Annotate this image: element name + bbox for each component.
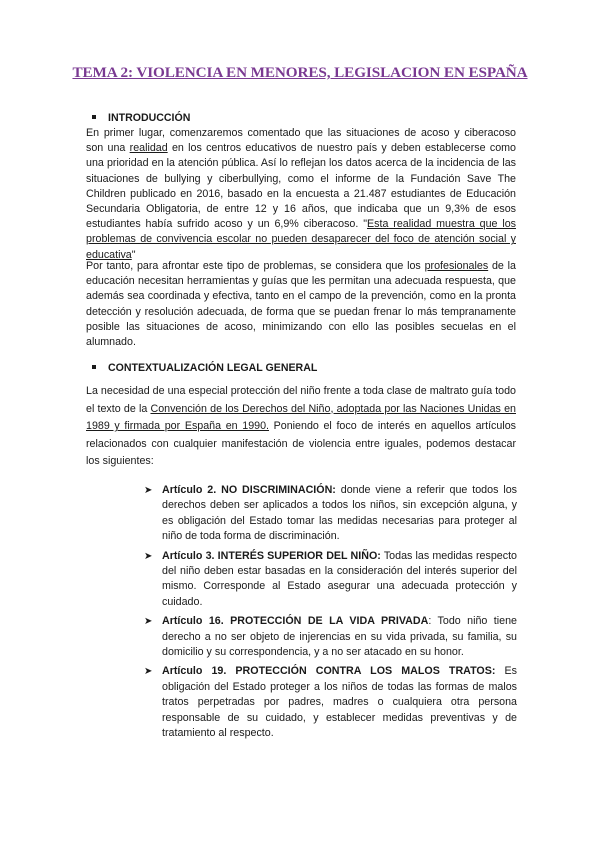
section-heading-label: INTRODUCCIÓN [108,112,191,124]
underlined-term-profesionales: profesionales [424,260,489,272]
article-text: Todas las medidas respecto del niño deben estar basadas en la consideración del interés superior del mismo. Corresponde al Estado asegurar una adecuada protección y cuidado. [162,549,517,608]
arrow-bullet-icon: ➤ [144,616,153,628]
article-label: Artículo 2. NO DISCRIMINACIÓN: [162,484,336,496]
arrow-bullet-icon: ➤ [144,485,153,496]
arrow-bullet-icon: ➤ [144,666,153,678]
arrow-bullet-icon: ➤ [144,550,153,562]
article-text: donde viene a referir que todos los derechos deben ser aplicados a todos los niños, sin excepción alguna, y es obligación del Estado tomar las medidas necesarias para proteger al niño de toda forma de discriminación. [162,484,517,543]
article-text: : Todo niño tiene derecho a no ser objeto de injerencias en su vida privada, su familia, su domicilio y su correspondencia, y a no ser atacado en su honor. [162,615,517,659]
article-label: Artículo 19. PROTECCIÓN CONTRA LOS MALOS TRATOS: [162,665,496,678]
text-run: Por tanto, para afrontar este tipo de problemas, se considera que los [86,260,425,272]
articles-list [144,483,518,746]
intro-paragraph-1 [86,126,516,263]
legal-paragraph [86,383,516,471]
bullet-square-icon [92,365,96,369]
article-item [144,549,517,611]
text-run: En primer lugar, comenzaremos comentado que las situaciones de acoso y ciberacoso son una [86,127,516,155]
intro-paragraph-2 [86,259,516,350]
document-title: TEMA 2: VIOLENCIA EN MENORES, LEGISLACION EN ESPAÑA [72,64,528,81]
section-heading-introduccion [108,112,190,124]
underlined-term-realidad: realidad [129,142,168,155]
article-item [144,664,518,741]
article-item [144,614,517,660]
underlined-convention-reference: Convención de los Derechos del Niño, adoptada por las Naciones Unidas en 1989 y firmada por España en 1990. [86,402,516,433]
text-run: en los centros educativos de nuestro país y deben establecerse como una prioridad en la atención pública. Así lo reflejan los datos acerca de la incidencia de las situaciones de bullying y ciberbullying, como el informe de la Fundación Save The Children publicado en 2016, basado en la encuesta a 21.487 estudiantes de Educación Secundaria Obligatoria, de entre 12 y 16 años, que indicaba que un 9,3% de esos estudiantes había sufrido acoso y un 6,9% ciberacoso. " [86,142,516,231]
article-item [144,483,517,545]
article-text: Es obligación del Estado proteger a los niños de todas las formas de malos tratos perpetradas por padres, madres o cualquiera otra persona responsable de su cuidado, y establecer medidas preventivas y de tratamiento al respecto. [162,665,518,740]
section-heading-label: CONTEXTUALIZACIÓN LEGAL GENERAL [108,362,318,374]
underlined-quote: Esta realidad muestra que los problemas de convivencia escolar no pueden desaparecer del foco de atención social y educativa [86,218,516,261]
bullet-square-icon [92,115,96,119]
section-heading-contextualizacion [108,362,317,374]
text-run: Poniendo el foco de interés en aquellos artículos relacionados con cualquier manifestación de violencia entre iguales, podemos destacar los siguientes: [86,420,516,468]
text-run: La necesidad de una especial protección del niño frente a toda clase de maltrato guía todo el texto de la [86,385,516,415]
article-label: Artículo 3. INTERÉS SUPERIOR DEL NIÑO: [162,549,381,562]
text-run: de la educación necesitan herramientas y guías que les permitan una adecuada respuesta, que además sea coordinada y efectiva, tanto en el campo de la prevención, como en la pronta detección y resolución adecuada, de forma que se puedan frenar lo más tempranamente posible las situaciones de acoso, minimizando con ello las posibles secuelas en el alumnado. [86,260,516,349]
text-run: " [131,248,136,261]
article-label: Artículo 16. PROTECCIÓN DE LA VIDA PRIVADA [162,615,429,628]
